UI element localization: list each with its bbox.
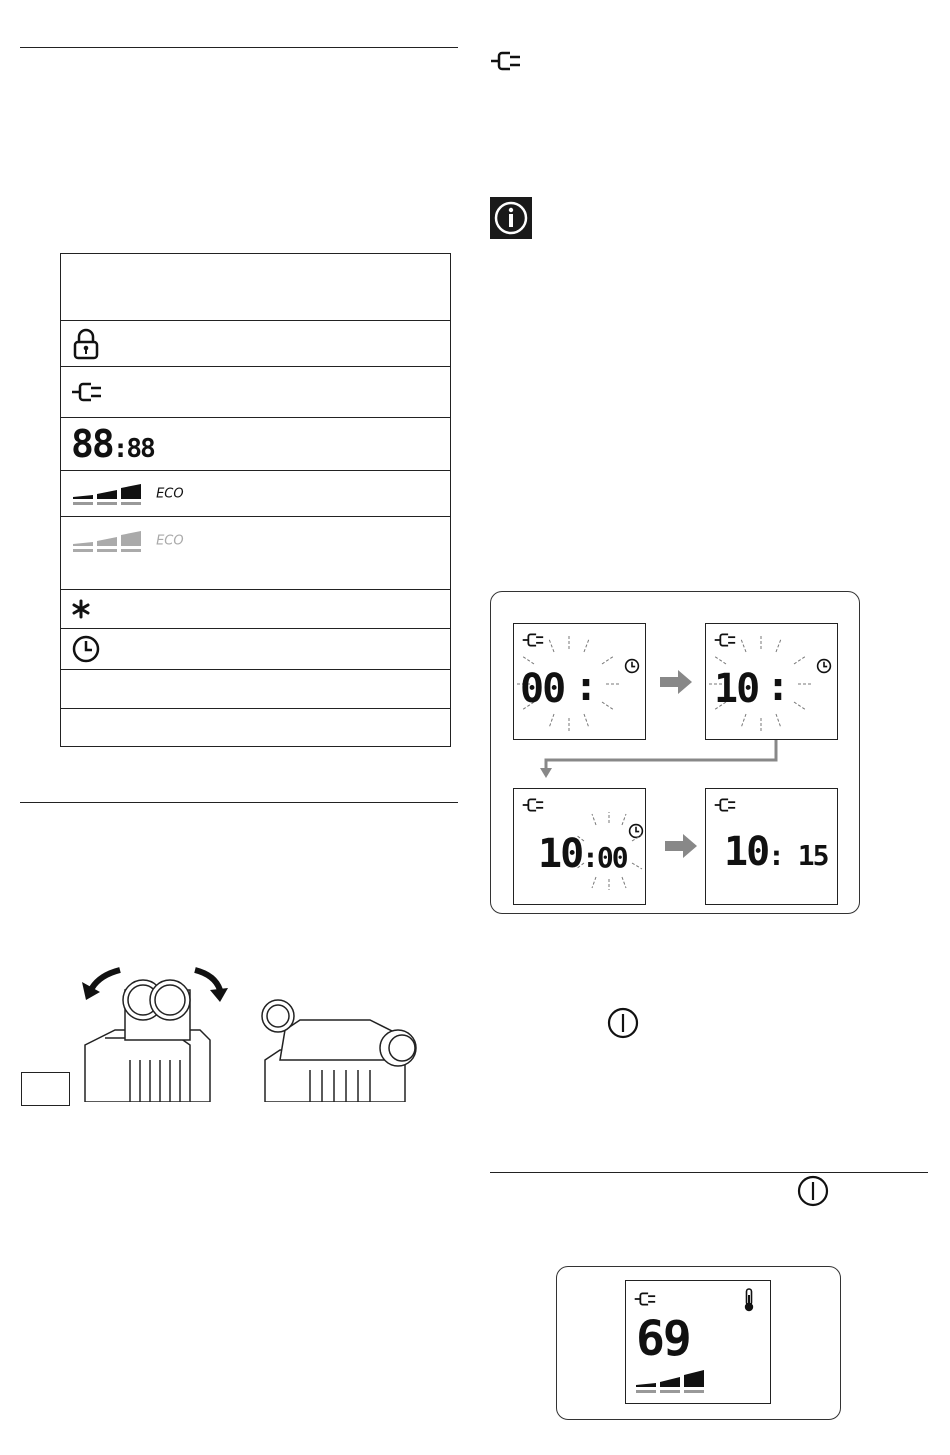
display-step-4: [705, 788, 838, 905]
info-icon: [490, 197, 532, 239]
eco-label-grey: ECO: [156, 533, 184, 549]
clock-digits-minutes: :88: [112, 434, 154, 464]
legend-row-empty-2: [61, 709, 451, 747]
plug-icon: [714, 797, 738, 813]
clock-digits-hours: 88: [71, 422, 113, 466]
display-step-1: [513, 623, 646, 740]
section-rule-right: [490, 1172, 928, 1173]
step2-colon: :: [766, 664, 789, 710]
thermometer-icon: [742, 1287, 756, 1313]
plug-icon-header: [490, 50, 524, 72]
rotate-right-arrow-icon: [195, 970, 220, 990]
figure-label-box: [21, 1072, 70, 1106]
legend-row-empty-1: [61, 670, 451, 709]
rotate-left-arrow-icon: [92, 970, 120, 988]
temperature-display-screen: [625, 1280, 771, 1404]
power-icon: [796, 1174, 830, 1208]
arrow-right-icon: [665, 834, 697, 858]
display-step-3: [513, 788, 646, 905]
temperature-value: 69: [636, 1311, 690, 1367]
power-level-bars-icon: [634, 1369, 714, 1395]
snowflake-icon: [71, 599, 91, 619]
plug-icon: [522, 797, 546, 813]
radiator-knobs-illustration: [60, 960, 440, 1102]
clock-icon: [71, 634, 101, 664]
step3-minutes: :00: [582, 841, 627, 874]
power-level-bars-icon: [71, 482, 151, 506]
power-icon: [606, 1006, 640, 1040]
eco-label: ECO: [156, 486, 184, 501]
step2-digits: 10: [714, 666, 759, 712]
legend-row-frost: [61, 590, 451, 629]
legend-row-clock-digits: [61, 418, 451, 471]
plug-icon: [634, 1291, 658, 1307]
legend-row-lock: [61, 321, 451, 367]
step4-minutes: : 15: [768, 839, 828, 872]
lock-icon: [71, 328, 101, 360]
legend-header-row: [61, 254, 451, 321]
display-step-2: [705, 623, 838, 740]
legend-row-plug: [61, 367, 451, 418]
step3-hours: 10: [538, 831, 583, 877]
section-rule-top-left: [20, 47, 458, 48]
power-level-bars-grey-icon: [71, 529, 151, 553]
section-rule-mid-left: [20, 802, 458, 803]
step1-colon: :: [574, 664, 597, 710]
legend-row-power-levels-grey: [61, 517, 451, 590]
arrow-right-icon: [660, 670, 692, 694]
connector-arrow-icon: [538, 740, 780, 780]
legend-row-power-levels: [61, 471, 451, 517]
plug-icon: [71, 381, 105, 403]
step1-digits: 00: [520, 666, 565, 712]
legend-row-timer: [61, 629, 451, 670]
symbol-legend-table: [60, 253, 451, 747]
step4-hours: 10: [724, 829, 769, 875]
